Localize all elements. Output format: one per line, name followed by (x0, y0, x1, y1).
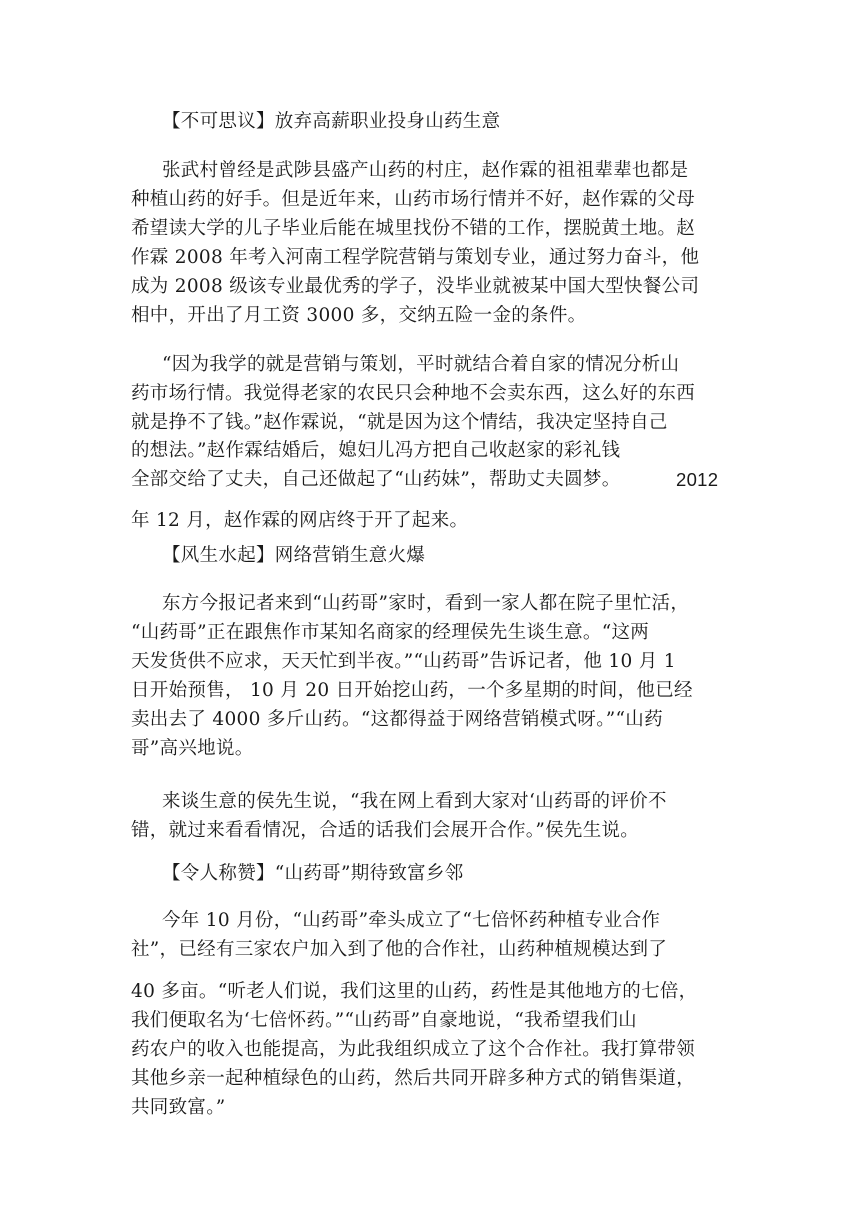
paragraph-line: 的想法。”赵作霖结婚后，媳妇儿冯方把自己收赵家的彩礼钱 (131, 440, 621, 461)
paragraph-line: 年 12 月，赵作霖的网店终于开了起来。 (131, 510, 469, 531)
paragraph-line: 我们便取名为‘七倍怀药。”“山药哥”自豪地说，“我希望我们山 (131, 1010, 637, 1031)
paragraph-line: 药农户的收入也能提高，为此我组织成立了这个合作社。我打算带领 (131, 1039, 696, 1060)
paragraph-line: 药市场行情。我觉得老家的农民只会种地不会卖东西，这么好的东西 (131, 383, 696, 404)
paragraph-line: 相中，开出了月工资 3000 多，交纳五险一金的条件。 (131, 305, 587, 326)
paragraph-line: 种植山药的好手。但是近年来，山药市场行情并不好，赵作霖的父母 (131, 189, 696, 210)
paragraph-line: 今年 10 月份，“山药哥”牵头成立了“七倍怀药种植专业合作 (162, 910, 661, 931)
section-heading-2: 【风生水起】网络营销生意火爆 (162, 545, 426, 566)
section-heading-1: 【不可思议】放弃高薪职业投身山药生意 (162, 111, 501, 132)
paragraph-line: 错，就过来看看情况，合适的话我们会展开合作。”侯先生说。 (131, 820, 640, 841)
paragraph-line: 共同致富。” (131, 1097, 226, 1118)
paragraph-line: 就是挣不了钱。”赵作霖说，“就是因为这个情结，我决定坚持自己 (131, 412, 668, 433)
paragraph-line: 张武村曾经是武陟县盛产山药的村庄，赵作霖的祖祖辈辈也都是 (162, 160, 689, 181)
paragraph-line: 希望读大学的儿子毕业后能在城里找份不错的工作，摆脱黄土地。赵 (131, 218, 696, 239)
paragraph-line: 来谈生意的侯先生说，“我在网上看到大家对‘山药哥的评价不 (162, 791, 667, 812)
paragraph-line: 卖出去了 4000 多斤山药。“这都得益于网络营销模式呀。”“山药 (131, 709, 663, 730)
year-number: 2012 (676, 469, 719, 490)
paragraph-line: 天发货供不应求，天天忙到半夜。”“山药哥”告诉记者，他 10 月 1 (131, 651, 676, 672)
section-heading-3: 【令人称赞】“山药哥”期待致富乡邻 (162, 863, 464, 884)
paragraph-line: 其他乡亲一起种植绿色的山药，然后共同开辟多种方式的销售渠道， (131, 1068, 696, 1089)
paragraph-line: 社”，已经有三家农户加入到了他的合作社，山药种植规模达到了 (131, 939, 668, 960)
paragraph-line: “山药哥”正在跟焦作市某知名商家的经理侯先生谈生意。“这两 (131, 622, 650, 643)
paragraph-line: “因为我学的就是营销与策划，平时就结合着自家的情况分析山 (162, 354, 680, 375)
paragraph-line: 哥”高兴地说。 (131, 738, 254, 759)
paragraph-line: 40 多亩。“听老人们说，我们这里的山药，药性是其他地方的七倍， (131, 981, 698, 1002)
paragraph-line: 日开始预售， 10 月 20 日开始挖山药，一个多星期的时间，他已经 (131, 680, 693, 701)
paragraph-line: 成为 2008 级该专业最优秀的学子，没毕业就被某中国大型快餐公司 (131, 276, 700, 297)
paragraph-line: 东方今报记者来到“山药哥”家时，看到一家人都在院子里忙活， (162, 593, 690, 614)
paragraph-line: 作霖 2008 年考入河南工程学院营销与策划专业，通过努力奋斗，他 (131, 247, 700, 268)
paragraph-line: 全部交给了丈夫，自己还做起了“山药妹”，帮助丈夫圆梦。 (131, 469, 621, 490)
